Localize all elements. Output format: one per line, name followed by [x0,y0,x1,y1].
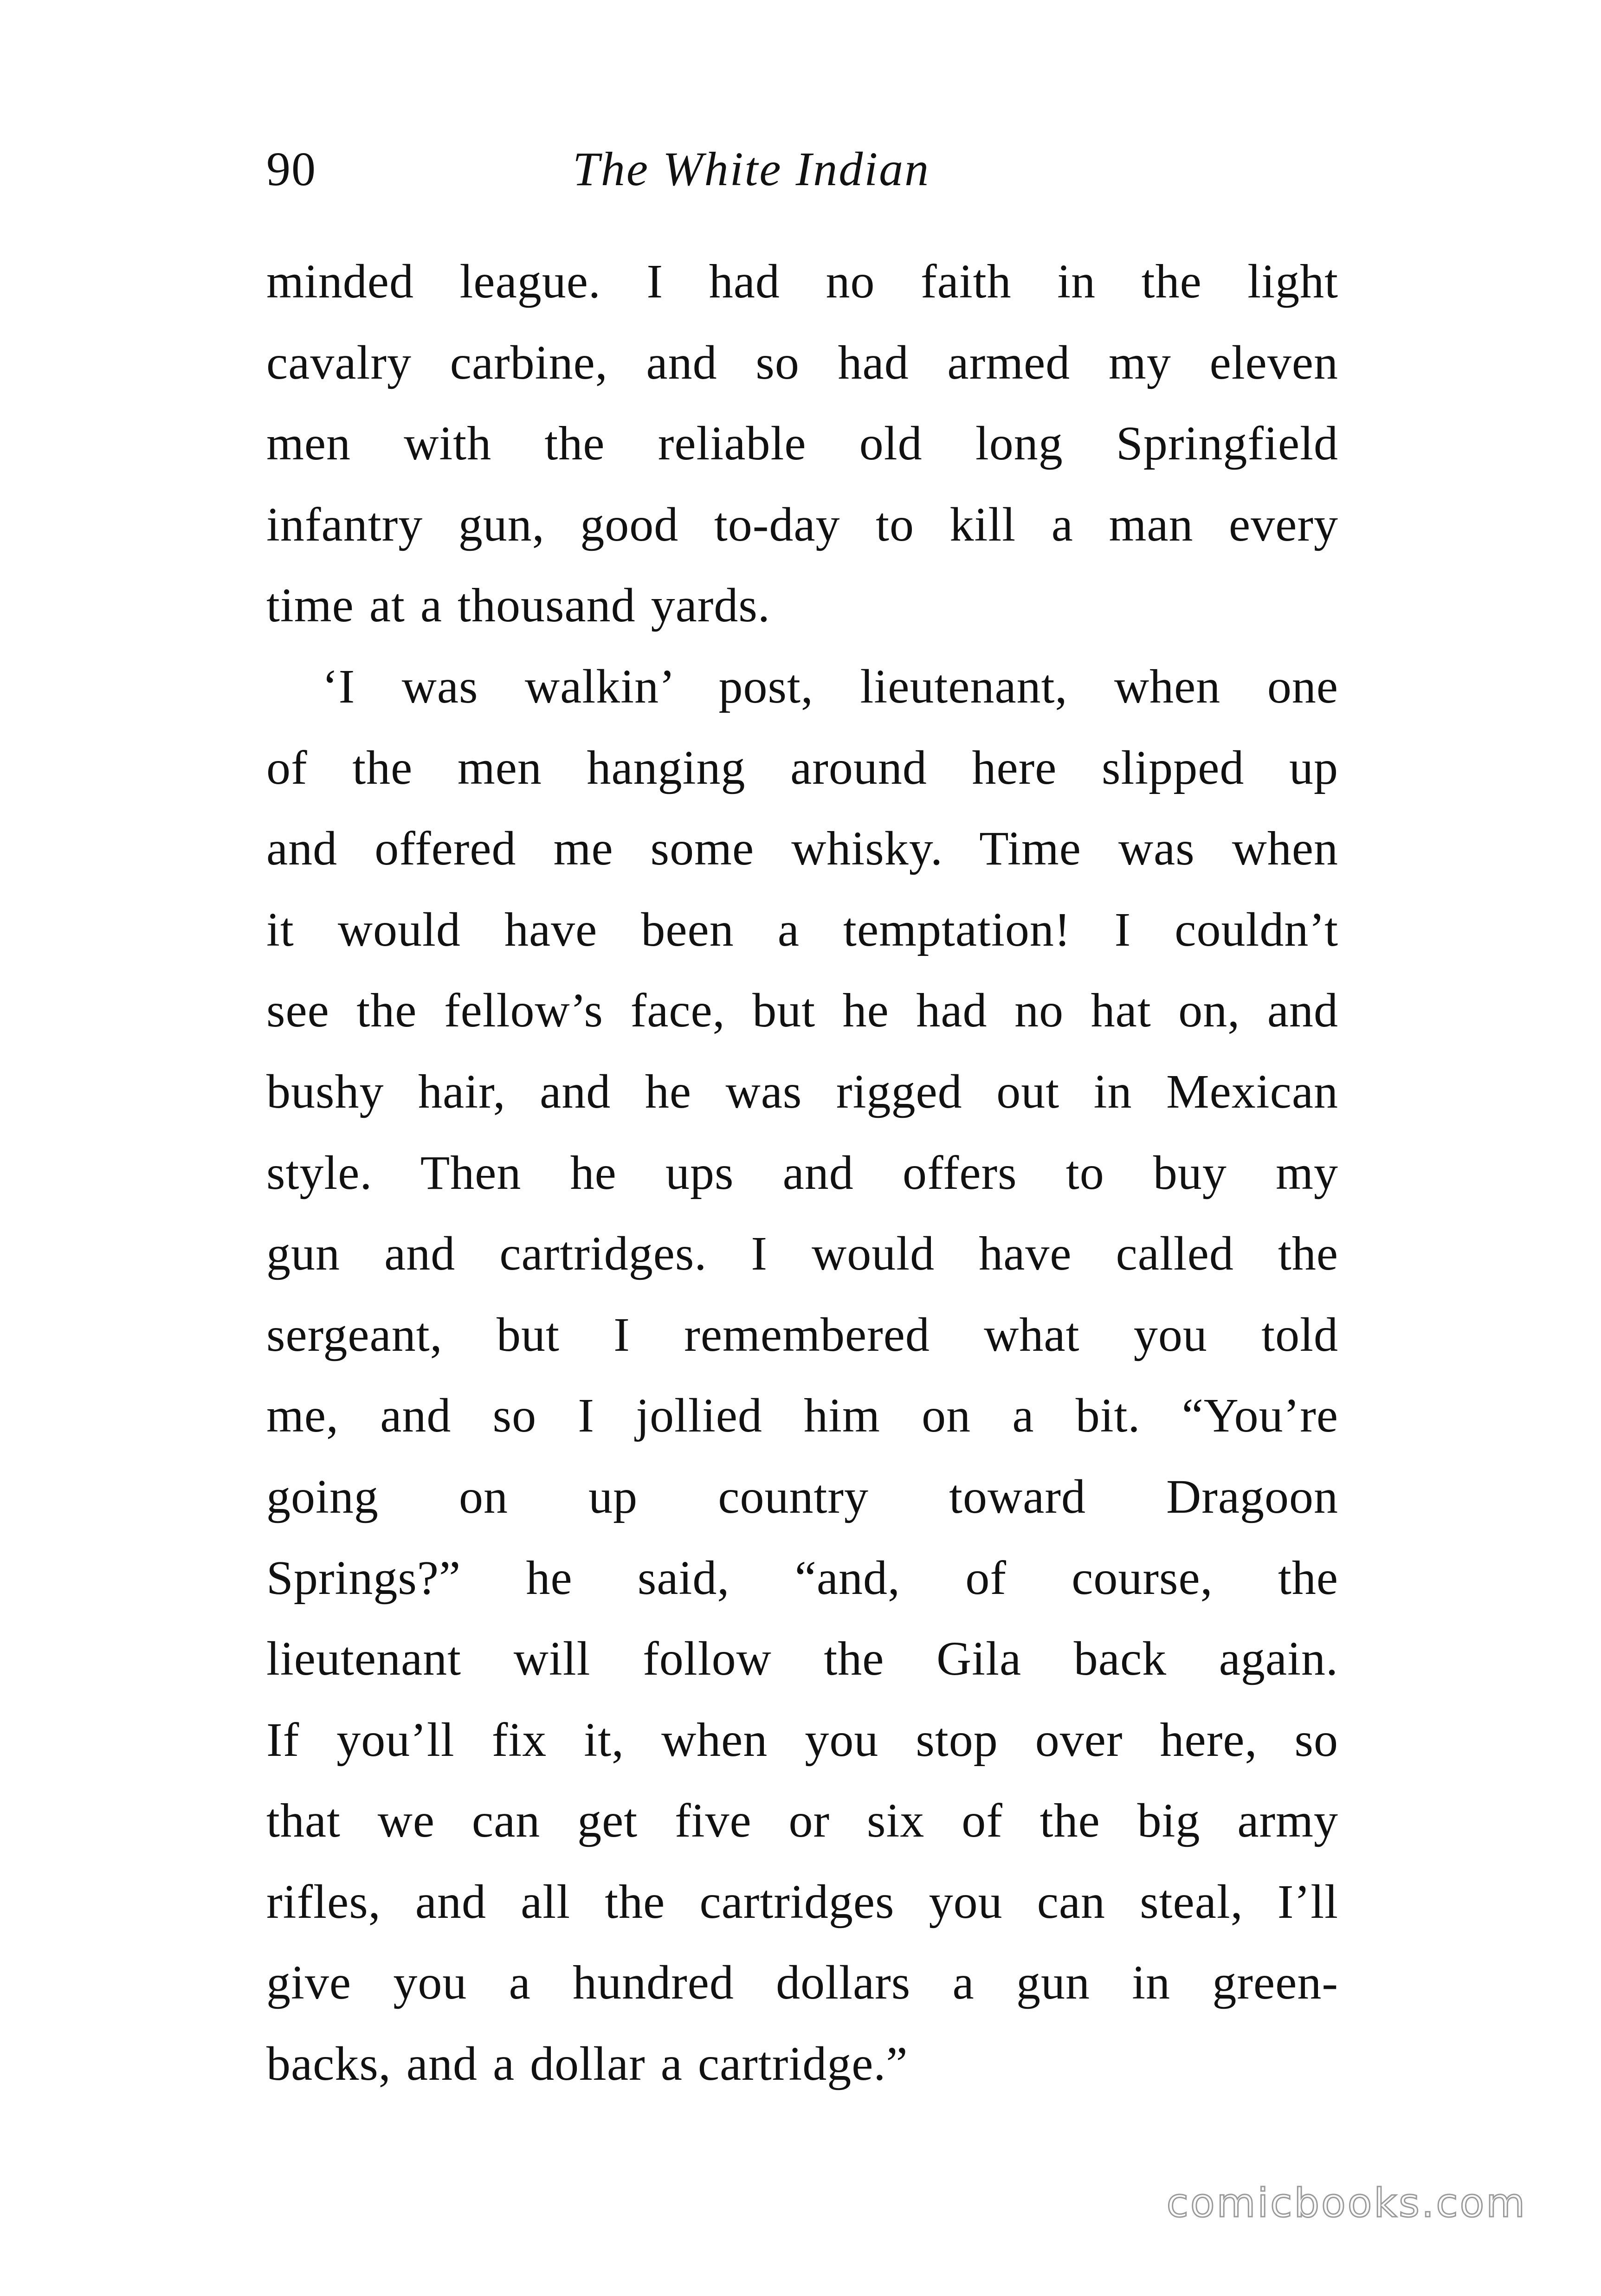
text-line: and offered me some whisky. Time was when [266,822,1338,876]
text-line: give you a hundred dollars a gun in green- [266,1956,1338,2010]
text-line: men with the reliable old long Springfield [266,417,1338,471]
text-line: If you’ll fix it, when you stop over here, so [266,1713,1338,1767]
text-line: style. Then he ups and offers to buy my [266,1146,1338,1200]
text-line: Springs?” he said, “and, of course, the [266,1551,1338,1605]
text-line: lieutenant will follow the Gila back again. [266,1632,1338,1686]
text-line: bushy hair, and he was rigged out in Mexican [266,1064,1338,1118]
text-line: backs, and a dollar a cartridge.” [266,2037,908,2091]
text-line: ‘I was walkin’ post, lieutenant, when one [322,659,1338,713]
text-line: cavalry carbine, and so had armed my eleven [266,335,1338,389]
text-line: it would have been a temptation! I couldn’t [266,903,1338,956]
text-line: minded league. I had no faith in the light [266,255,1338,308]
body-text [266,241,1338,2105]
text-line: me, and so I jollied him on a bit. “You’re [266,1389,1338,1443]
book-title: The White Indian [573,142,930,196]
running-head [266,135,1338,209]
text-line: that we can get five or six of the big army [266,1794,1338,1848]
watermark: comicbooks.com [1166,2180,1527,2226]
text-line: of the men hanging around here slipped up [266,741,1338,794]
text-line: going on up country toward Dragoon [266,1470,1338,1523]
text-line: see the fellow’s face, but he had no hat on, and [266,984,1338,1038]
page-number: 90 [266,142,316,196]
text-line: infantry gun, good to-day to kill a man every [266,497,1338,551]
text-line: time at a thousand yards. [266,579,770,632]
text-line: gun and cartridges. I would have called the [266,1227,1338,1281]
text-line: sergeant, but I remembered what you told [266,1308,1338,1361]
text-line: rifles, and all the cartridges you can steal, I’ll [266,1875,1338,1928]
